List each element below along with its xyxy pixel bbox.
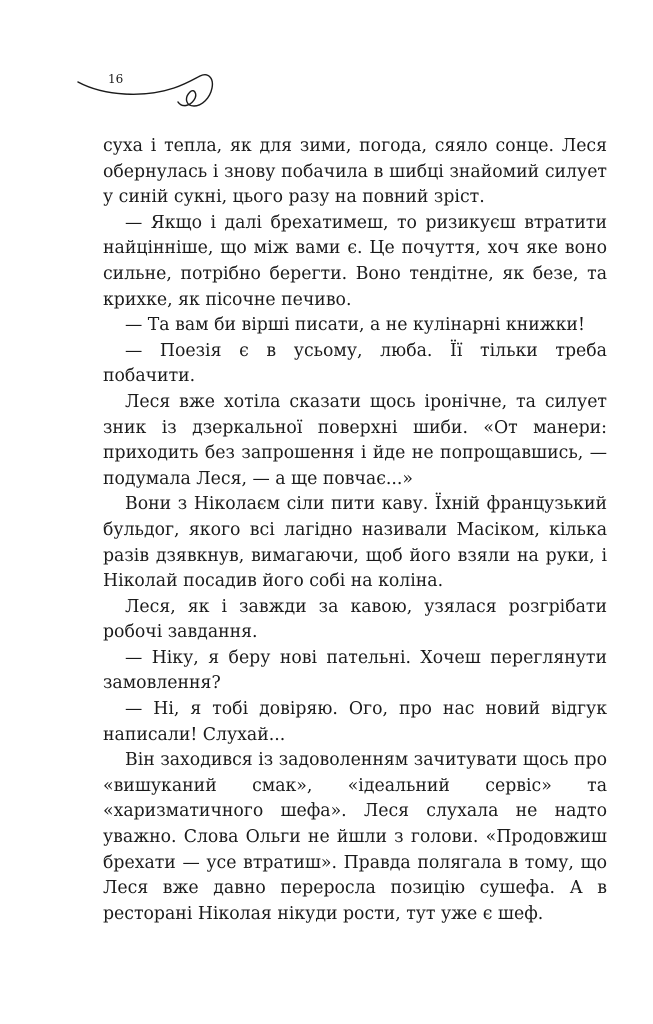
paragraph: Леся, як і завжди за кавою, узялася розгрібати робочі завдання. xyxy=(103,596,607,643)
paragraph: сухa і тепла, як для зими, погода, сяяло сонце. Леся обернулась і знову побачила в шибці знайомий силует у синій сукні, цього разу на повний зріст. xyxy=(103,136,607,208)
flourish-ornament-icon xyxy=(74,66,224,116)
paragraph: — Ніку, я беру нові пательні. Хочеш переглянути замовлення? xyxy=(103,647,607,694)
paragraph: — Та вам би вірші писати, а не кулінарні книжки! xyxy=(125,315,585,336)
paragraph: Вони з Ніколаєм сіли пити каву. Їхній французький бульдог, якого всі лагідно називали Масіком, кілька разів дзявкнув, вимагаючи, щоб його взяли на руки, і Ніколай посадив його собі на коліна. xyxy=(103,494,607,592)
paragraph: Леся вже хотіла сказати щось іронічне, та силует зник із дзеркальної поверхні шиби. «От манери: приходить без запрошення і йде не попрощавшись, — подумала Леся, — а ще повчає...» xyxy=(103,391,607,489)
body-text xyxy=(103,134,607,927)
paragraph: — Якщо і далі брехатимеш, то ризикуєш втратити найцінніше, що між вами є. Це почуття, хоч яке воно сильне, потрібно берегти. Воно тендітне, як безе, та крихке, як пісочне печиво. xyxy=(103,212,607,310)
paragraph: — Поезія є в усьому, люба. Її тільки треба побачити. xyxy=(103,340,607,387)
paragraph: — Ні, я тобі довіряю. Ого, про нас новий відгук написали! Слухай... xyxy=(103,699,607,745)
paragraph: Він заходився із задоволенням зачитувати щось про «вишуканий смак», «ідеальний сервіс» та «харизматичного шефа». Леся слухала не надто уважно. Слова Ольги не йшли з голови. «Продовжиш брехати — усе втратиш». Правда полягала в тому, що Леся вже давно переросла позицію сушефа. А в ресторані Ніколая нікуди рости, тут уже є шеф. xyxy=(103,750,607,924)
page-header xyxy=(74,66,224,116)
page-number: 16 xyxy=(108,72,124,86)
